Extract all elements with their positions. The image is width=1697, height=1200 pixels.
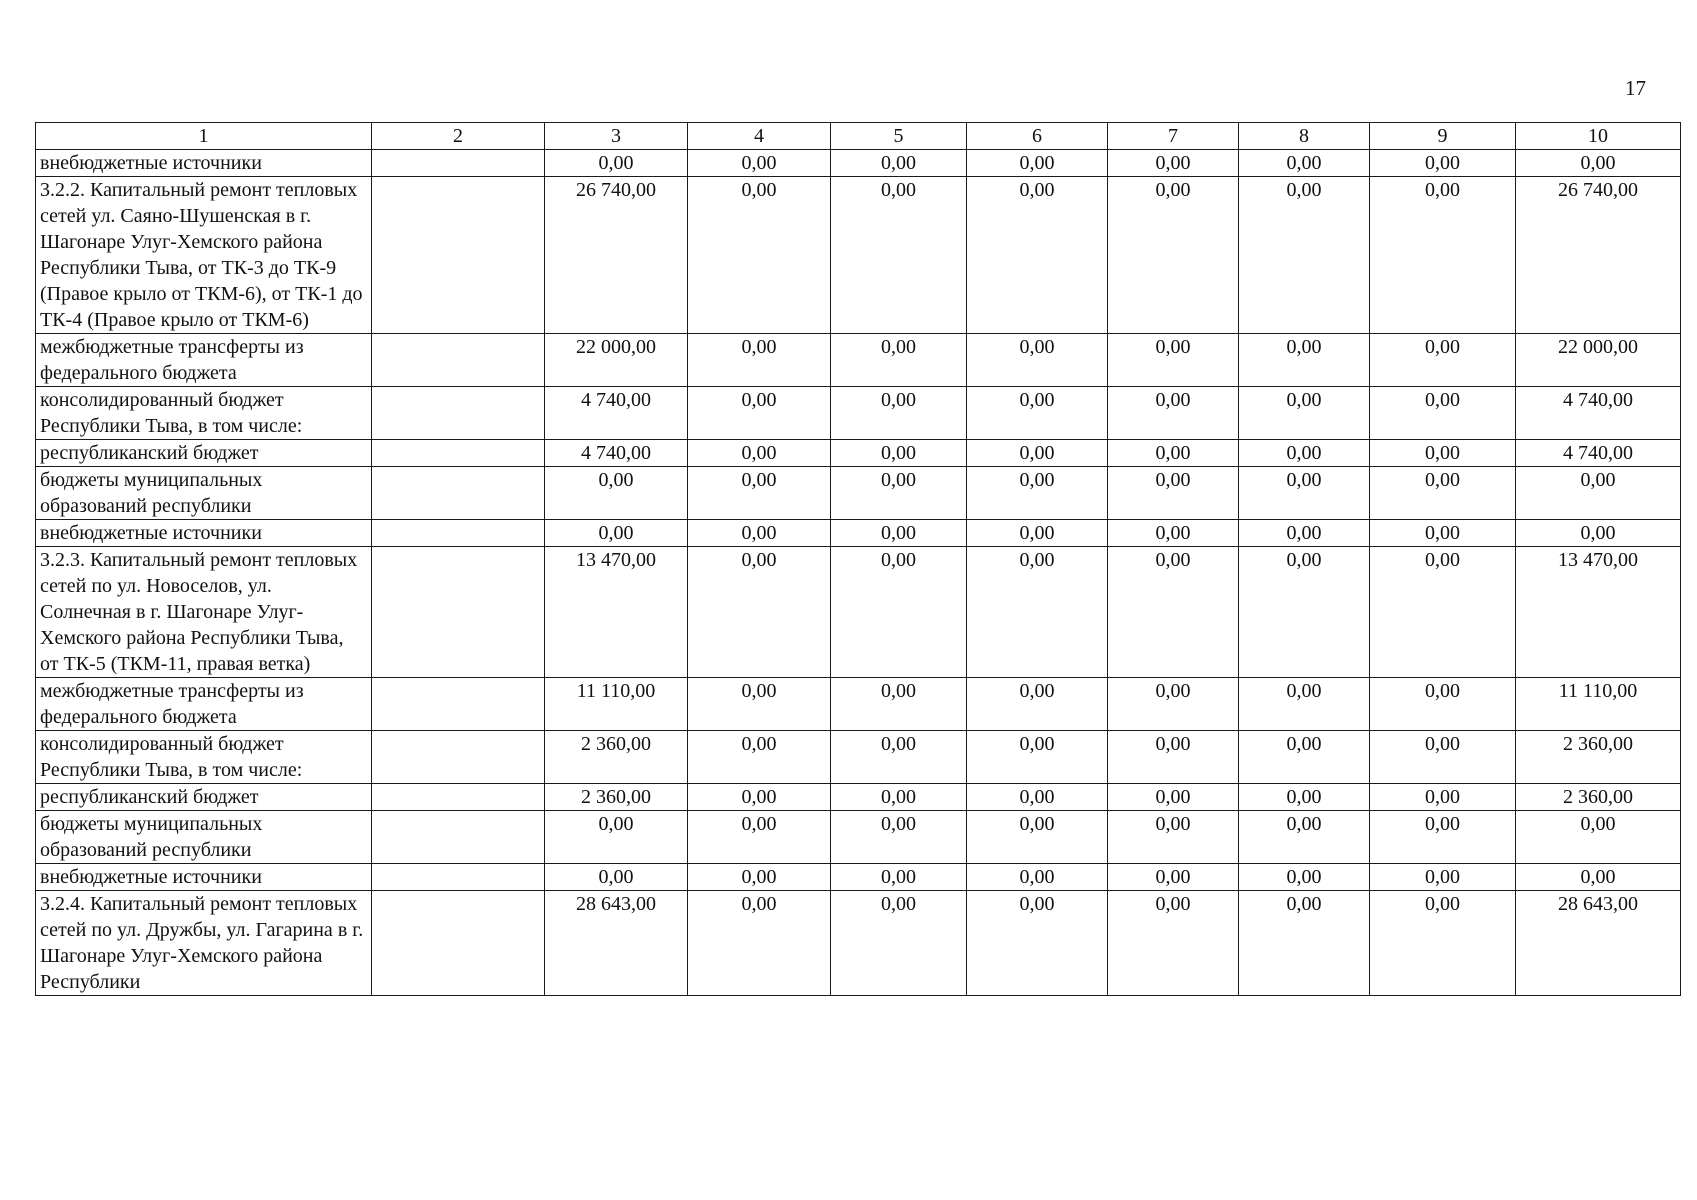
column-header: 9 <box>1370 123 1516 150</box>
value-cell: 0,00 <box>1370 784 1516 811</box>
value-cell: 0,00 <box>1239 864 1370 891</box>
value-cell: 0,00 <box>1108 387 1239 440</box>
value-cell: 0,00 <box>831 784 967 811</box>
table-row <box>36 520 1681 547</box>
value-cell: 0,00 <box>688 520 831 547</box>
table-row <box>36 678 1681 731</box>
value-cell: 0,00 <box>967 678 1108 731</box>
value-cell: 0,00 <box>1370 678 1516 731</box>
row-column-2 <box>372 731 545 784</box>
value-cell: 0,00 <box>1370 864 1516 891</box>
value-cell: 0,00 <box>1370 467 1516 520</box>
value-cell: 0,00 <box>1370 150 1516 177</box>
value-cell: 0,00 <box>831 731 967 784</box>
column-header: 7 <box>1108 123 1239 150</box>
value-cell: 0,00 <box>1370 387 1516 440</box>
row-column-2 <box>372 864 545 891</box>
value-cell: 0,00 <box>1108 784 1239 811</box>
header-row <box>36 123 1681 150</box>
value-cell: 0,00 <box>1108 467 1239 520</box>
value-cell: 0,00 <box>1108 731 1239 784</box>
value-cell: 2 360,00 <box>1516 784 1681 811</box>
value-cell: 0,00 <box>1108 520 1239 547</box>
row-column-2 <box>372 177 545 334</box>
value-cell: 0,00 <box>688 731 831 784</box>
value-cell: 0,00 <box>831 864 967 891</box>
value-cell: 0,00 <box>1239 467 1370 520</box>
value-cell: 0,00 <box>967 811 1108 864</box>
value-cell: 0,00 <box>545 520 688 547</box>
value-cell: 0,00 <box>1516 520 1681 547</box>
row-label: бюджеты муниципальных образований республики <box>36 467 372 520</box>
value-cell: 0,00 <box>1370 811 1516 864</box>
value-cell: 0,00 <box>967 864 1108 891</box>
row-column-2 <box>372 334 545 387</box>
value-cell: 4 740,00 <box>545 440 688 467</box>
row-column-2 <box>372 547 545 678</box>
value-cell: 4 740,00 <box>545 387 688 440</box>
row-column-2 <box>372 440 545 467</box>
value-cell: 4 740,00 <box>1516 440 1681 467</box>
value-cell: 0,00 <box>831 467 967 520</box>
table-row <box>36 811 1681 864</box>
value-cell: 0,00 <box>1108 334 1239 387</box>
row-label: межбюджетные трансферты из федерального бюджета <box>36 334 372 387</box>
value-cell: 0,00 <box>688 440 831 467</box>
row-label: внебюджетные источники <box>36 150 372 177</box>
value-cell: 0,00 <box>1370 547 1516 678</box>
row-column-2 <box>372 467 545 520</box>
row-column-2 <box>372 678 545 731</box>
value-cell: 0,00 <box>1370 891 1516 996</box>
row-label: республиканский бюджет <box>36 440 372 467</box>
value-cell: 0,00 <box>831 547 967 678</box>
row-column-2 <box>372 150 545 177</box>
value-cell: 0,00 <box>1239 334 1370 387</box>
value-cell: 0,00 <box>1108 891 1239 996</box>
value-cell: 0,00 <box>1370 520 1516 547</box>
value-cell: 13 470,00 <box>1516 547 1681 678</box>
value-cell: 0,00 <box>688 467 831 520</box>
value-cell: 11 110,00 <box>1516 678 1681 731</box>
value-cell: 0,00 <box>688 387 831 440</box>
value-cell: 0,00 <box>1239 387 1370 440</box>
value-cell: 0,00 <box>967 467 1108 520</box>
value-cell: 0,00 <box>967 547 1108 678</box>
column-header: 2 <box>372 123 545 150</box>
value-cell: 0,00 <box>967 150 1108 177</box>
column-header: 1 <box>36 123 372 150</box>
value-cell: 0,00 <box>1108 864 1239 891</box>
value-cell: 0,00 <box>967 891 1108 996</box>
value-cell: 0,00 <box>831 891 967 996</box>
table-row <box>36 864 1681 891</box>
value-cell: 0,00 <box>688 864 831 891</box>
table-row <box>36 334 1681 387</box>
value-cell: 0,00 <box>1370 440 1516 467</box>
value-cell: 0,00 <box>831 678 967 731</box>
value-cell: 0,00 <box>1370 177 1516 334</box>
value-cell: 0,00 <box>967 784 1108 811</box>
value-cell: 0,00 <box>1108 177 1239 334</box>
value-cell: 2 360,00 <box>545 784 688 811</box>
row-label: 3.2.2. Капитальный ремонт тепловых сетей ул. Саяно-Шушенская в г. Шагонаре Улуг-Хемского района Республики Тыва, от ТК-3 до ТК-9 (Правое крыло от ТКМ-6), от ТК-1 до ТК-4 (Правое крыло от ТКМ-6) <box>36 177 372 334</box>
table-row <box>36 150 1681 177</box>
table-row <box>36 547 1681 678</box>
table-row <box>36 731 1681 784</box>
value-cell: 0,00 <box>545 864 688 891</box>
row-label: внебюджетные источники <box>36 520 372 547</box>
column-header: 4 <box>688 123 831 150</box>
value-cell: 22 000,00 <box>545 334 688 387</box>
row-label: консолидированный бюджет Республики Тыва, в том числе: <box>36 387 372 440</box>
value-cell: 0,00 <box>1516 467 1681 520</box>
value-cell: 26 740,00 <box>1516 177 1681 334</box>
value-cell: 0,00 <box>545 811 688 864</box>
value-cell: 0,00 <box>831 177 967 334</box>
page-number: 17 <box>1625 76 1646 100</box>
value-cell: 0,00 <box>967 731 1108 784</box>
row-label: консолидированный бюджет Республики Тыва, в том числе: <box>36 731 372 784</box>
row-label: межбюджетные трансферты из федерального бюджета <box>36 678 372 731</box>
table-body <box>36 150 1681 996</box>
value-cell: 0,00 <box>1516 811 1681 864</box>
value-cell: 0,00 <box>1108 811 1239 864</box>
value-cell: 0,00 <box>967 387 1108 440</box>
row-column-2 <box>372 891 545 996</box>
value-cell: 0,00 <box>967 520 1108 547</box>
value-cell: 0,00 <box>545 467 688 520</box>
value-cell: 0,00 <box>545 150 688 177</box>
value-cell: 0,00 <box>1370 731 1516 784</box>
column-header: 8 <box>1239 123 1370 150</box>
column-header: 3 <box>545 123 688 150</box>
budget-table <box>35 122 1681 996</box>
value-cell: 0,00 <box>1370 334 1516 387</box>
row-label: бюджеты муниципальных образований республики <box>36 811 372 864</box>
row-label: республиканский бюджет <box>36 784 372 811</box>
value-cell: 0,00 <box>688 334 831 387</box>
value-cell: 0,00 <box>688 150 831 177</box>
row-label: 3.2.4. Капитальный ремонт тепловых сетей по ул. Дружбы, ул. Гагарина в г. Шагонаре Улуг-Хемского района Республики <box>36 891 372 996</box>
table-row <box>36 440 1681 467</box>
row-column-2 <box>372 520 545 547</box>
value-cell: 0,00 <box>688 547 831 678</box>
value-cell: 22 000,00 <box>1516 334 1681 387</box>
value-cell: 0,00 <box>1239 784 1370 811</box>
row-label: 3.2.3. Капитальный ремонт тепловых сетей по ул. Новоселов, ул. Солнечная в г. Шагонаре Улуг-Хемского района Республики Тыва, от ТК-5 (ТКМ-11, правая ветка) <box>36 547 372 678</box>
value-cell: 0,00 <box>688 678 831 731</box>
value-cell: 0,00 <box>1239 891 1370 996</box>
value-cell: 0,00 <box>688 811 831 864</box>
table-row <box>36 784 1681 811</box>
value-cell: 0,00 <box>831 334 967 387</box>
value-cell: 0,00 <box>831 150 967 177</box>
value-cell: 0,00 <box>1239 177 1370 334</box>
value-cell: 0,00 <box>1108 678 1239 731</box>
value-cell: 0,00 <box>1108 547 1239 678</box>
value-cell: 0,00 <box>1516 864 1681 891</box>
value-cell: 2 360,00 <box>545 731 688 784</box>
value-cell: 0,00 <box>1239 440 1370 467</box>
value-cell: 0,00 <box>688 177 831 334</box>
value-cell: 2 360,00 <box>1516 731 1681 784</box>
value-cell: 0,00 <box>831 440 967 467</box>
row-label: внебюджетные источники <box>36 864 372 891</box>
value-cell: 0,00 <box>831 811 967 864</box>
value-cell: 0,00 <box>831 520 967 547</box>
table-row <box>36 467 1681 520</box>
column-header: 10 <box>1516 123 1681 150</box>
column-header: 6 <box>967 123 1108 150</box>
value-cell: 13 470,00 <box>545 547 688 678</box>
row-column-2 <box>372 784 545 811</box>
value-cell: 26 740,00 <box>545 177 688 334</box>
value-cell: 11 110,00 <box>545 678 688 731</box>
value-cell: 0,00 <box>967 177 1108 334</box>
value-cell: 4 740,00 <box>1516 387 1681 440</box>
value-cell: 0,00 <box>688 784 831 811</box>
value-cell: 0,00 <box>1239 731 1370 784</box>
value-cell: 0,00 <box>967 334 1108 387</box>
value-cell: 0,00 <box>1239 547 1370 678</box>
value-cell: 0,00 <box>688 891 831 996</box>
table-row <box>36 891 1681 996</box>
value-cell: 0,00 <box>967 440 1108 467</box>
value-cell: 28 643,00 <box>545 891 688 996</box>
value-cell: 28 643,00 <box>1516 891 1681 996</box>
value-cell: 0,00 <box>1239 678 1370 731</box>
table-row <box>36 177 1681 334</box>
value-cell: 0,00 <box>831 387 967 440</box>
row-column-2 <box>372 387 545 440</box>
table-row <box>36 387 1681 440</box>
column-header: 5 <box>831 123 967 150</box>
value-cell: 0,00 <box>1516 150 1681 177</box>
value-cell: 0,00 <box>1108 440 1239 467</box>
value-cell: 0,00 <box>1108 150 1239 177</box>
value-cell: 0,00 <box>1239 811 1370 864</box>
value-cell: 0,00 <box>1239 520 1370 547</box>
row-column-2 <box>372 811 545 864</box>
value-cell: 0,00 <box>1239 150 1370 177</box>
